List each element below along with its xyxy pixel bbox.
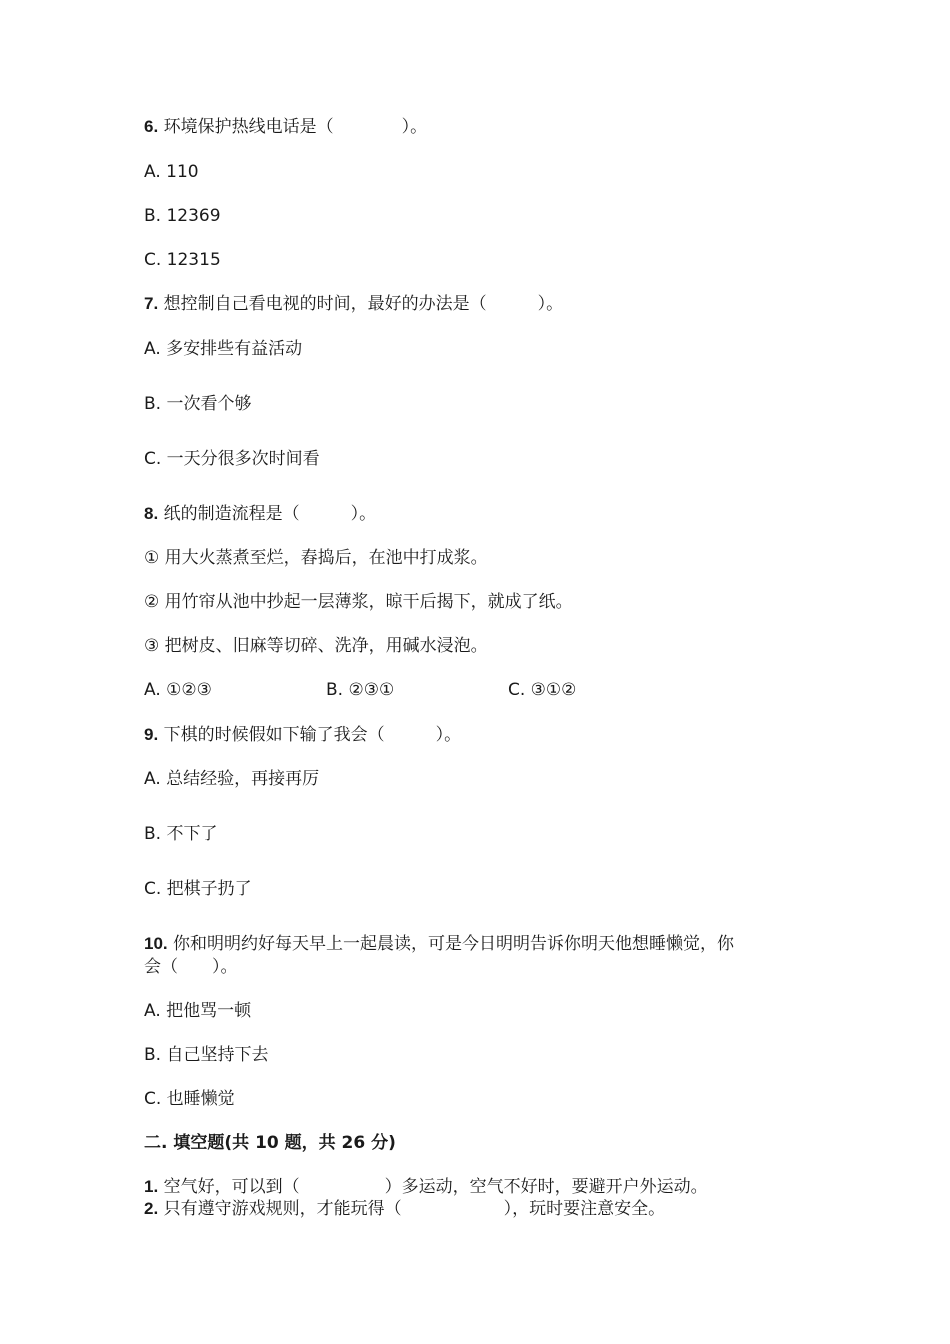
- question-8-step-1: ① 用大火蒸煮至烂，舂捣后，在池中打成浆。: [144, 548, 488, 568]
- question-6-option-c: C. 12315: [144, 250, 221, 270]
- question-8-stem: [144, 502, 376, 526]
- fill-question-2: [144, 1197, 665, 1221]
- question-8-option-b: B. ②③①: [326, 680, 395, 700]
- question-9-option-b: B. 不下了: [144, 824, 218, 844]
- section-2-title: 二. 填空题(共 10 题，共 26 分): [144, 1133, 396, 1153]
- question-7-option-c: C. 一天分很多次时间看: [144, 449, 320, 469]
- question-6-option-a: A. 110: [144, 162, 199, 182]
- question-8-step-3: ③ 把树皮、旧麻等切碎、洗净，用碱水浸泡。: [144, 636, 488, 656]
- question-number: 9.: [144, 725, 159, 744]
- question-text: 你和明明约好每天早上一起晨读，可是今日明明告诉你明天他想睡懒觉，你: [173, 934, 735, 954]
- question-8-option-c: C. ③①②: [508, 680, 577, 700]
- question-9-option-c: C. 把棋子扔了: [144, 879, 252, 899]
- question-10-option-b: B. 自己坚持下去: [144, 1045, 269, 1065]
- fill-question-1: [144, 1175, 708, 1199]
- question-7-option-b: B. 一次看个够: [144, 394, 252, 414]
- question-text: 空气好，可以到（ ）多运动，空气不好时，要避开户外运动。: [163, 1177, 708, 1197]
- question-8-step-2: ② 用竹帘从池中抄起一层薄浆，晾干后揭下，就成了纸。: [144, 592, 573, 612]
- question-text: 想控制自己看电视的时间，最好的办法是（ ）。: [163, 294, 564, 314]
- question-number: 2.: [144, 1199, 159, 1218]
- question-8-option-a: A. ①②③: [144, 680, 212, 700]
- question-6-stem: [144, 115, 427, 139]
- question-9-option-a: A. 总结经验，再接再厉: [144, 769, 320, 789]
- question-text: 下棋的时候假如下输了我会（ ）。: [163, 725, 462, 745]
- question-10-option-a: A. 把他骂一顿: [144, 1001, 252, 1021]
- question-6-option-b: B. 12369: [144, 206, 221, 226]
- question-10-stem-line-1: [144, 932, 734, 956]
- question-10-option-c: C. 也睡懒觉: [144, 1089, 235, 1109]
- question-number: 6.: [144, 117, 159, 136]
- question-7-option-a: A. 多安排些有益活动: [144, 339, 303, 359]
- question-text: 环境保护热线电话是（ ）。: [163, 117, 428, 137]
- question-number: 7.: [144, 294, 159, 313]
- question-7-stem: [144, 292, 563, 316]
- question-number: 1.: [144, 1177, 159, 1196]
- question-number: 10.: [144, 934, 168, 953]
- question-9-stem: [144, 723, 461, 747]
- question-number: 8.: [144, 504, 159, 523]
- question-text: 纸的制造流程是（ ）。: [163, 504, 377, 524]
- question-text: 只有遵守游戏规则，才能玩得（ ），玩时要注意安全。: [163, 1199, 666, 1219]
- question-10-stem-line-2: 会（ ）。: [144, 957, 238, 977]
